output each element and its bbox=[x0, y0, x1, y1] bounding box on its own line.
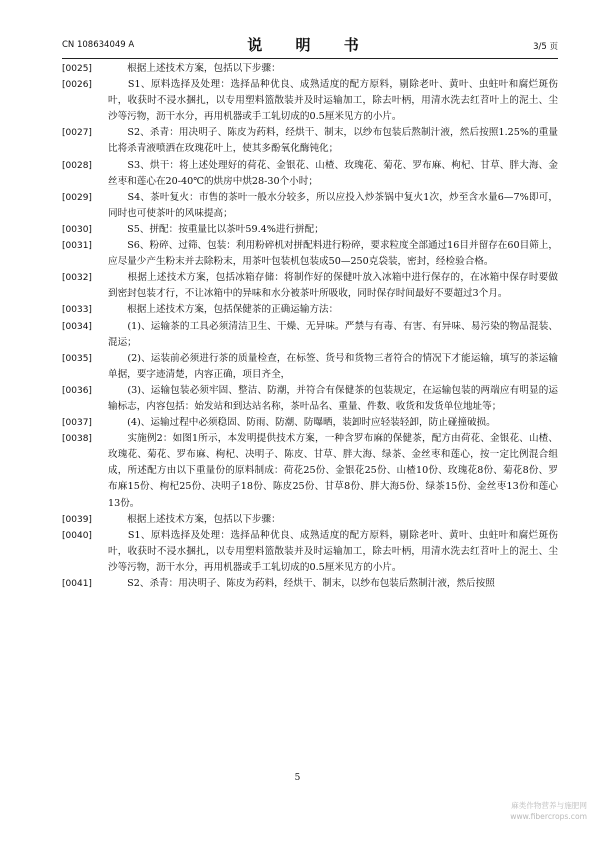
paragraph-number: [0025] bbox=[62, 64, 92, 74]
paragraph-number: [0035] bbox=[62, 353, 92, 364]
paragraph-text: S4、茶叶复火：市售的茶叶一般水分较多，所以应投入炒茶锅中复火1次，炒至含水量6—7%即可，同时也可使茶叶的风味提高； bbox=[108, 191, 558, 219]
paragraph bbox=[62, 302, 558, 318]
page-header bbox=[62, 34, 558, 56]
paragraph bbox=[62, 576, 558, 592]
paragraph-number: [0032] bbox=[62, 273, 92, 284]
paragraph-number: [0038] bbox=[62, 434, 92, 445]
paragraph-number: [0034] bbox=[62, 321, 92, 332]
paragraph-number: [0036] bbox=[62, 385, 92, 396]
paragraph-text: S2、杀青：用决明子、陈皮为药料，经烘干、制末，以纱布包装后熬制汁液，然后按照1.25%的重量比将杀青液喷洒在玫瑰花叶上，使其多酚氧化酶钝化； bbox=[108, 127, 558, 155]
document-title: 说 明 书 bbox=[247, 36, 373, 54]
paragraph bbox=[62, 415, 558, 431]
paragraph-number: [0029] bbox=[62, 192, 92, 203]
paragraph-number: [0027] bbox=[62, 128, 92, 139]
paragraph-text: S3、烘干：将上述处理好的荷花、金银花、山楂、玫瑰花、菊花、罗布麻、枸杞、甘草、胖大海、金丝枣和莲心在20-40℃的烘房中烘28-30个小时； bbox=[108, 159, 558, 187]
paragraph-number: [0030] bbox=[62, 224, 92, 235]
paragraph-number: [0028] bbox=[62, 160, 92, 171]
paragraph bbox=[62, 238, 558, 270]
paragraph-text: (4)、运输过程中必须稳固、防雨、防潮、防曝晒，装卸时应轻装轻卸，防止碰撞破损。 bbox=[108, 417, 496, 429]
paragraph-text: 根据上述技术方案，包括以下步骤： bbox=[108, 63, 281, 74]
paragraph bbox=[62, 512, 558, 528]
paragraph bbox=[62, 270, 558, 302]
paragraph-text: 根据上述技术方案，包括保健茶的正确运输方法： bbox=[108, 304, 339, 316]
paragraph-text: (1)、运输茶的工具必须清洁卫生、干燥、无异味。严禁与有毒、有害、有异味、易污染的物品混装、混运； bbox=[108, 320, 558, 348]
paragraph-number: [0041] bbox=[62, 579, 92, 589]
header-divider bbox=[62, 58, 558, 59]
paragraph-text: S5、拼配：按重量比以茶叶59.4%进行拼配； bbox=[108, 223, 324, 235]
paragraph-text: S1、原料选择及处理：选择品种优良、成熟适度的配方原料，剔除老叶、黄叶、虫蛀叶和腐烂斑伤叶，收获时不浸水捆扎，以专用塑料篮散装并及时运输加工，除去叶柄，用清水洗去红苕叶上的泥土、尘沙等污物，沥干水分，再用机器或手工轧切成的0.5厘米见方的小片。 bbox=[108, 529, 558, 573]
paragraph bbox=[62, 190, 558, 222]
paragraph-number: [0040] bbox=[62, 530, 92, 541]
paragraph bbox=[62, 528, 558, 576]
paragraph-number: [0026] bbox=[62, 80, 92, 91]
paragraph-number: [0031] bbox=[62, 241, 92, 252]
paragraph bbox=[62, 125, 558, 157]
paragraph-number: [0033] bbox=[62, 305, 92, 316]
page-indicator: 3/5 页 bbox=[533, 42, 558, 52]
paragraph bbox=[62, 383, 558, 415]
paragraph bbox=[62, 351, 558, 383]
watermark bbox=[510, 800, 587, 822]
publication-number: CN 108634049 A bbox=[62, 40, 135, 50]
watermark-site-name: 麻类作物营养与施肥网 bbox=[511, 801, 587, 810]
paragraph-text: S6、粉碎、过筛、包装：利用粉碎机对拼配料进行粉碎，要求粒度全部通过16目并留存在60目筛上，应尽量少产生粉末并去除粉末，用茶叶包装机包装成50—250克袋装，密封，经检验合格。 bbox=[108, 240, 558, 268]
watermark-url: www.fibercrops.com bbox=[510, 812, 587, 821]
paragraph-text: 根据上述技术方案，包括冰箱存储：将制作好的保健叶放入冰箱中进行保存的，在冰箱中保存时要做到密封包装才行，不让冰箱中的异味和水分被茶叶所吸收，同时保存时间最好不要超过3个月。 bbox=[108, 272, 558, 300]
document-body bbox=[62, 61, 558, 592]
paragraph-text: 根据上述技术方案，包括以下步骤： bbox=[108, 513, 281, 525]
page-number: 5 bbox=[294, 773, 301, 783]
paragraph-text: S2、杀青：用决明子、陈皮为药料，经烘干、制末，以纱布包装后熬制汁液，然后按照 bbox=[108, 578, 495, 589]
paragraph-text: (3)、运输包装必须牢固、整洁、防潮，并符合有保健茶的包装规定，在运输包装的两端应有明显的运输标志，内容包括：始发站和到达站名称，茶叶品名、重量、件数、收货和发货单位地址等； bbox=[108, 384, 558, 412]
paragraph bbox=[62, 222, 558, 238]
paragraph-text: S1、原料选择及处理：选择品种优良、成熟适度的配方原料，剔除老叶、黄叶、虫蛀叶和腐烂斑伤叶，收获时不浸水捆扎，以专用塑料篮散装并及时运输加工，除去叶柄，用清水洗去红苕叶上的泥土、尘沙等污物，沥干水分，再用机器或手工轧切成的0.5厘米见方的小片。 bbox=[108, 79, 558, 123]
paragraph bbox=[62, 77, 558, 125]
paragraph-number: [0037] bbox=[62, 418, 92, 429]
paragraph bbox=[62, 61, 558, 77]
paragraph-number: [0039] bbox=[62, 514, 92, 525]
paragraph-text: (2)、运装前必须进行茶的质量检查，在标签、货号和货物三者符合的情况下才能运输，填写的茶运输单据，要字迹清楚，内容正确，项目齐全， bbox=[108, 352, 558, 380]
paragraph bbox=[62, 158, 558, 190]
paragraph bbox=[62, 319, 558, 351]
paragraph bbox=[62, 431, 558, 511]
paragraph-text: 实施例2：如图1所示，本发明提供技术方案，一种含罗布麻的保健茶，配方由荷花、金银花、山楂、玫瑰花、菊花、罗布麻、枸杞、决明子、陈皮、甘草、胖大海、绿茶、金丝枣和莲心，按一定比例混合组成，所述配方由以下重量份的原料制成：荷花25份、金银花25份、山楂10份、玫瑰花8份、菊花8份、罗布麻15份、枸杞25份、决明子18份、陈皮25份、甘草8份、胖大海5份、绿茶15份、金丝枣13份和莲心13份。 bbox=[108, 433, 558, 509]
